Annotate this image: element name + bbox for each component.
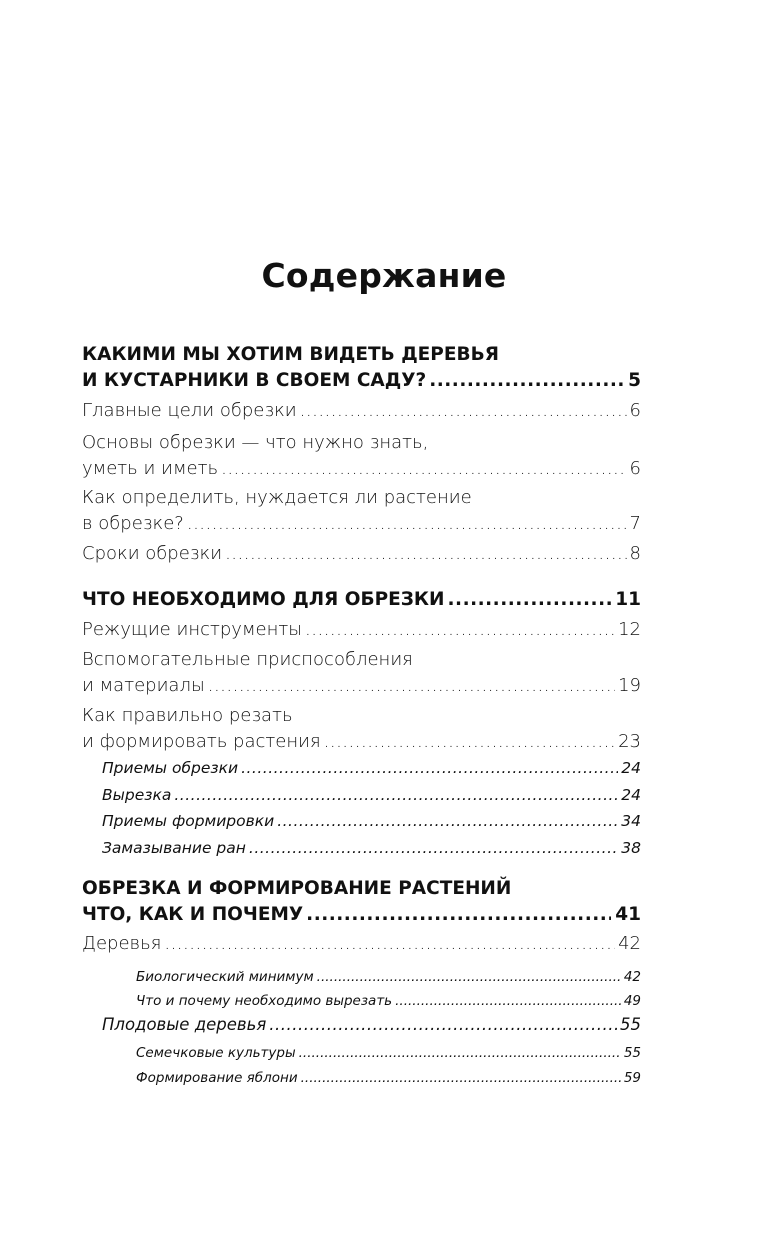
- dot-leader: [225, 541, 626, 567]
- dot-leader: [448, 587, 612, 613]
- toc-entry: [102, 1014, 641, 1036]
- dot-leader: [429, 368, 624, 394]
- dot-leader: [306, 902, 611, 928]
- toc-page-number: 55: [623, 1045, 641, 1061]
- toc-page-number: 11: [615, 589, 641, 610]
- toc-entry: [82, 430, 641, 482]
- dot-leader: [208, 673, 615, 699]
- toc-entry-title: Формирование яблони: [136, 1070, 298, 1086]
- toc-page-number: 34: [621, 812, 641, 830]
- dot-leader: [277, 810, 618, 832]
- toc-entry-title: Приемы обрезки: [102, 759, 239, 777]
- toc-entry: [82, 647, 641, 699]
- toc-page-number: 42: [623, 969, 641, 985]
- page-title: Содержание: [261, 256, 507, 295]
- dot-leader: [324, 729, 615, 755]
- toc-page-number: 38: [621, 839, 641, 857]
- toc-entry: [82, 617, 641, 643]
- toc-page-number: 24: [621, 759, 641, 777]
- toc-entry: [102, 784, 641, 806]
- toc-page-number: 41: [615, 904, 641, 925]
- toc-page-number: 49: [623, 993, 641, 1009]
- dot-leader: [241, 757, 618, 779]
- dot-leader: [187, 511, 627, 537]
- toc-entry-title: Как правильно резать: [82, 705, 293, 726]
- toc-entry-title: Вырезка: [102, 786, 172, 804]
- toc-page-number: 6: [629, 400, 641, 421]
- toc-page-number: 59: [623, 1070, 641, 1086]
- dot-leader: [174, 784, 618, 806]
- toc-entry-title: Режущие инструменты: [82, 619, 303, 640]
- toc-page-number: 23: [618, 731, 641, 752]
- toc-entry-title: Приемы формировки: [102, 812, 275, 830]
- toc-page-number: 8: [629, 543, 641, 564]
- toc-entry: [82, 876, 641, 928]
- toc-entry-title: ЧТО, КАК И ПОЧЕМУ: [82, 904, 304, 925]
- toc-page-number: 42: [618, 933, 641, 954]
- toc-entry: [136, 1068, 641, 1088]
- toc-entry: [102, 757, 641, 779]
- toc-entry: [136, 967, 641, 987]
- toc-page-number: 5: [628, 370, 641, 391]
- toc-entry-title: Основы обрезки — что нужно знать,: [82, 432, 429, 453]
- dot-leader: [299, 1043, 621, 1063]
- toc-entry: [82, 703, 641, 755]
- toc-entry: [102, 810, 641, 832]
- dot-leader: [221, 456, 626, 482]
- toc-entry-title: Главные цели обрезки: [82, 400, 297, 421]
- toc-entry-title: Семечковые культуры: [136, 1045, 296, 1061]
- toc-page-number: 24: [621, 786, 641, 804]
- toc-entry-title: Сроки обрезки: [82, 543, 223, 564]
- toc-entry: [102, 837, 641, 859]
- toc-entry: [82, 587, 641, 613]
- toc-page-number: 55: [620, 1015, 641, 1034]
- toc-entry-title: и материалы: [82, 675, 205, 696]
- toc-page-number: 19: [618, 675, 641, 696]
- dot-leader: [300, 398, 627, 424]
- toc-entry: [82, 398, 641, 424]
- toc-entry: [136, 1043, 641, 1063]
- toc-entry-title: КАКИМИ МЫ ХОТИМ ВИДЕТЬ ДЕРЕВЬЯ: [82, 344, 499, 365]
- toc-entry-title: в обрезке?: [82, 513, 184, 534]
- dot-leader: [305, 617, 615, 643]
- toc-entry: [82, 485, 641, 537]
- toc-entry-title: Что и почему необходимо вырезать: [136, 993, 393, 1009]
- toc-entry-title: ЧТО НЕОБХОДИМО ДЛЯ ОБРЕЗКИ: [82, 589, 445, 610]
- toc-entry: [82, 342, 641, 394]
- dot-leader: [269, 1014, 617, 1036]
- toc-entry-title: Замазывание ран: [102, 839, 246, 857]
- toc-entry-title: и формировать растения: [82, 731, 321, 752]
- toc-entry-title: Как определить, нуждается ли растение: [82, 487, 472, 508]
- dot-leader: [164, 931, 615, 957]
- toc-entry: [136, 991, 641, 1011]
- dot-leader: [317, 967, 621, 987]
- dot-leader: [301, 1068, 621, 1088]
- toc-entry: [82, 541, 641, 567]
- dot-leader: [249, 837, 618, 859]
- toc-entry-title: ОБРЕЗКА И ФОРМИРОВАНИЕ РАСТЕНИЙ: [82, 878, 512, 899]
- dot-leader: [395, 991, 621, 1011]
- toc-page-number: 6: [629, 458, 641, 479]
- toc-page-number: 7: [629, 513, 641, 534]
- toc-page-number: 12: [618, 619, 641, 640]
- toc-entry-title: И КУСТАРНИКИ В СВОЕМ САДУ?: [82, 370, 427, 391]
- toc-entry-title: Деревья: [82, 933, 162, 954]
- toc-entry: [82, 931, 641, 957]
- toc-entry-title: Биологический минимум: [136, 969, 314, 985]
- toc-entry-title: Плодовые деревья: [102, 1015, 267, 1034]
- toc-entry-title: уметь и иметь: [82, 458, 219, 479]
- toc-entry-title: Вспомогательные приспособления: [82, 649, 413, 670]
